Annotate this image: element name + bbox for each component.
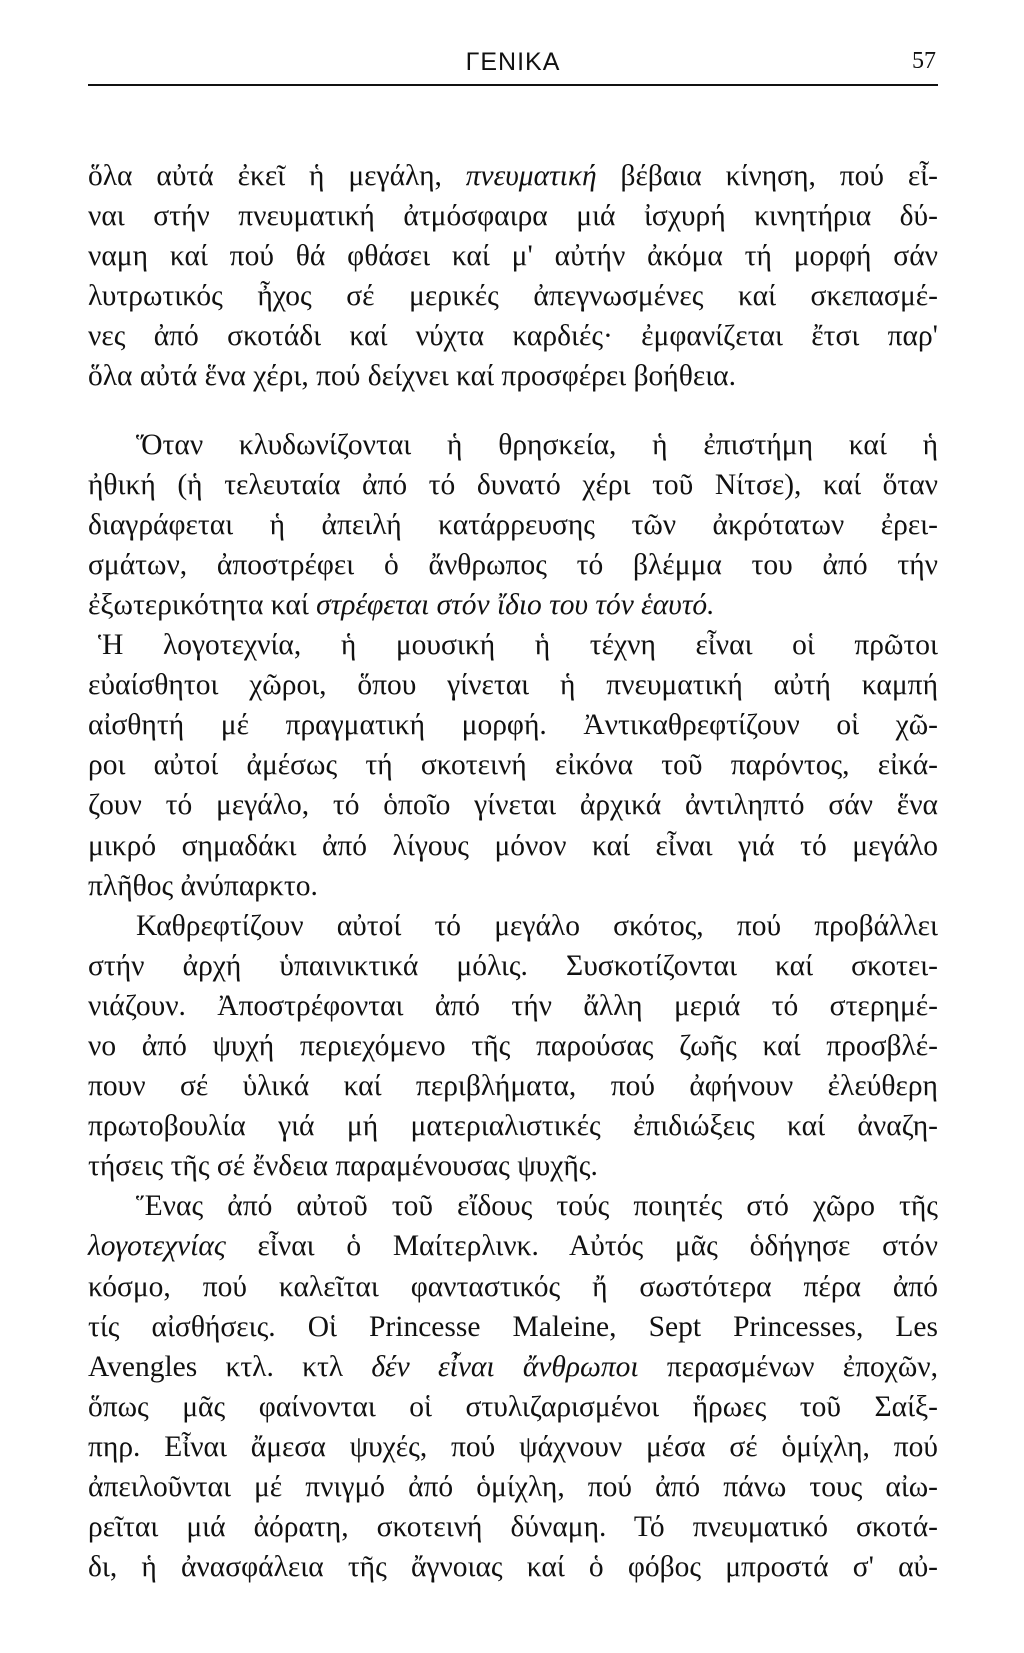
- text-line: ναμη καί πού θά φθάσει καί μ' αὐτήν ἀκόμα τή μορφή σάν: [88, 240, 938, 273]
- paragraph-4: [88, 1186, 938, 1587]
- text-line: κόσμο, πού καλεῖται φανταστικός ἤ σωστότερα πέρα ἀπό: [88, 1270, 938, 1303]
- text-line: σμάτων, ἀποστρέφει ὁ ἄνθρωπος τό βλέμμα του ἀπό τήν: [88, 548, 938, 581]
- text-line: ἠθική (ἡ τελευταία ἀπό τό δυνατό χέρι τοῦ Νίτσε), καί ὅταν: [88, 468, 938, 501]
- text-line: πηρ. Εἶναι ἄμεσα ψυχές, πού ψάχνουν μέσα σέ ὁμίχλη, πού: [88, 1430, 938, 1463]
- text-line: ὅπως μᾶς φαίνονται οἱ στυλιζαρισμένοι ἥρωες τοῦ Σαίξ-: [88, 1390, 938, 1423]
- emphasis: πνευματική: [465, 160, 597, 192]
- text-line: πουν σέ ὑλικά καί περιβλήματα, πού ἀφήνουν ἐλεύθερη: [88, 1070, 938, 1103]
- text-line: εὐαίσθητοι χῶροι, ὅπου γίνεται ἡ πνευματική αὐτή καμπή: [88, 669, 938, 702]
- text-line: Ἕνας ἀπό αὐτοῦ τοῦ εἴδους τούς ποιητές στό χῶρο τῆς: [136, 1190, 938, 1223]
- page-number: 57: [912, 48, 936, 74]
- text-line: ναι στήν πνευματική ἀτμόσφαιρα μιά ἰσχυρή κινητήρια δύ-: [88, 200, 938, 233]
- emphasis: δέν εἶναι ἄνθρωποι: [371, 1350, 639, 1383]
- emphasis: στρέφεται στόν ἴδιο του τόν ἑαυτό.: [316, 588, 715, 621]
- text-line: Ἡ λογοτεχνία, ἡ μουσική ἡ τέχνη εἶναι οἱ πρῶτοι: [98, 629, 938, 662]
- text-line: διαγράφεται ἡ ἀπειλή κατάρρευσης τῶν ἀκρότατων ἐρει-: [88, 508, 938, 541]
- text-line: τίς αἰσθήσεις. Οἱ Princesse Maleine, Sept Princesses, Les: [88, 1310, 938, 1343]
- text-line: τήσεις τῆς σέ ἔνδεια παραμένουσας ψυχῆς.: [88, 1150, 598, 1183]
- text-line: λυτρωτικός ἦχος σέ μερικές ἀπεγνωσμένες καί σκεπασμέ-: [88, 280, 938, 313]
- text-line: Καθρεφτίζουν αὐτοί τό μεγάλο σκότος, πού προβάλλει: [136, 909, 938, 942]
- text-line: ροι αὐτοί ἀμέσως τή σκοτεινή εἰκόνα τοῦ παρόντος, εἰκά-: [88, 749, 938, 782]
- emphasis: λογοτεχνίας: [88, 1230, 226, 1263]
- paragraph-1: [88, 156, 938, 397]
- text-line: ρεῖται μιά ἀόρατη, σκοτεινή δύναμη. Τό πνευματικό σκοτά-: [88, 1511, 938, 1544]
- text-line: Avengles κτλ. κτλ δέν εἶναι ἄνθρωποι περασμένων ἐποχῶν,: [88, 1350, 938, 1383]
- paragraph-3: [88, 906, 938, 1187]
- paragraph-2: [88, 425, 938, 906]
- text-line: αἰσθητή μέ πραγματική μορφή. Ἀντικαθρεφτίζουν οἱ χῶ-: [88, 709, 938, 742]
- text-line: ἀπειλοῦνται μέ πνιγμό ἀπό ὁμίχλη, πού ἀπό πάνω τους αἰω-: [88, 1471, 938, 1503]
- text-line: νιάζουν. Ἀποστρέφονται ἀπό τήν ἄλλη μεριά τό στερημέ-: [88, 989, 938, 1022]
- text-line: νες ἀπό σκοτάδι καί νύχτα καρδιές· ἐμφανίζεται ἔτσι παρ': [88, 320, 938, 353]
- text-line: Ὅταν κλυδωνίζονται ἡ θρησκεία, ἡ ἐπιστήμη καί ἡ: [136, 428, 938, 461]
- text-line: ὅλα αὐτά ἐκεῖ ἡ μεγάλη, πνευματική βέβαια κίνηση, πού εἶ-: [88, 160, 938, 192]
- running-title: ΓΕΝΙΚΑ: [465, 48, 561, 76]
- running-header: [88, 44, 938, 86]
- text-line: λογοτεχνίας εἶναι ὁ Μαίτερλινκ. Αὐτός μᾶς ὁδήγησε στόν: [88, 1230, 938, 1263]
- text-line: πρωτοβουλία γιά μή ματεριαλιστικές ἐπιδιώξεις καί ἀναζη-: [88, 1110, 938, 1143]
- text-line: νο ἀπό ψυχή περιεχόμενο τῆς παρούσας ζωῆς καί προσβλέ-: [88, 1029, 938, 1062]
- text-line: ἐξωτερικότητα καί στρέφεται στόν ἴδιο του τόν ἑαυτό.: [88, 588, 715, 621]
- text-line: ὅλα αὐτά ἕνα χέρι, πού δείχνει καί προσφέρει βοήθεια.: [88, 360, 737, 393]
- body-text: [88, 156, 938, 1587]
- text-line: στήν ἀρχή ὑπαινικτικά μόλις. Συσκοτίζονται καί σκοτει-: [88, 949, 938, 982]
- text-line: ζουν τό μεγάλο, τό ὁποῖο γίνεται ἀρχικά ἀντιληπτό σάν ἕνα: [88, 789, 938, 822]
- book-page: [88, 44, 938, 1587]
- text-line: πλῆθος ἀνύπαρκτο.: [88, 869, 318, 902]
- text-line: δι, ἡ ἀνασφάλεια τῆς ἄγνοιας καί ὁ φόβος μπροστά σ' αὐ-: [88, 1551, 938, 1584]
- text-line: μικρό σημαδάκι ἀπό λίγους μόνον καί εἶναι γιά τό μεγάλο: [88, 829, 938, 862]
